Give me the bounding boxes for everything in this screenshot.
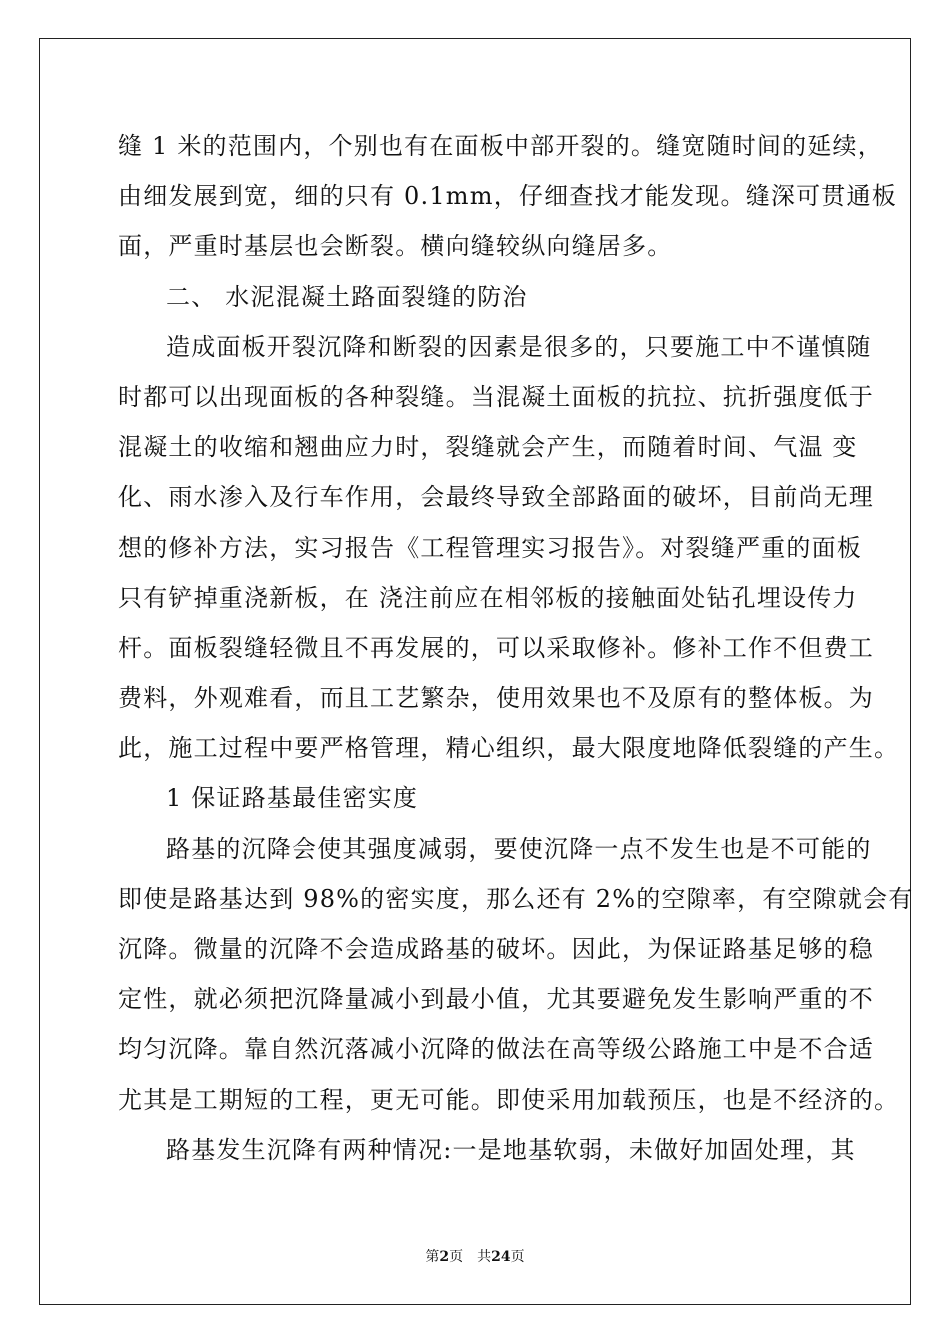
footer-suffix: 页 (510, 1249, 525, 1265)
subsection-heading: 1 保证路基最佳密实度 (166, 784, 419, 813)
paragraph-line: 想的修补方法，实习报告《工程管理实习报告》。对裂缝严重的面板 (118, 533, 862, 562)
total-page-count: 24 (491, 1249, 511, 1265)
paragraph-line: 时都可以出现面板的各种裂缝。当混凝土面板的抗拉、抗折强度低于 (118, 382, 874, 411)
paragraph-line: 费料，外观难看，而且工艺繁杂，使用效果也不及原有的整体板。为 (118, 684, 874, 713)
paragraph-line: 缝 1 米的范围内，个别也有在面板中部开裂的。缝宽随时间的延续， (118, 132, 883, 160)
paragraph-line: 面，严重时基层也会断裂。横向缝较纵向缝居多。 (118, 232, 673, 261)
paragraph-line: 杆。面板裂缝轻微且不再发展的，可以采取修补。修补工作不但费工 (118, 633, 874, 662)
paragraph-line: 造成面板开裂沉降和断裂的因素是很多的，只要施工中不谨慎随 (166, 332, 872, 361)
paragraph-line: 均匀沉降。靠自然沉落减小沉降的做法在高等级公路施工中是不合适 (118, 1035, 874, 1064)
paragraph-line: 路基发生沉降有两种情况:一是地基软弱，未做好加固处理，其 (166, 1135, 856, 1164)
paragraph-line: 由细发展到宽，细的只有 0.1mm，仔细查找才能发现。缝深可贯通板 (118, 182, 897, 211)
paragraph-line: 沉降。微量的沉降不会造成路基的破坏。因此，为保证路基足够的稳 (118, 935, 874, 963)
paragraph-line: 定性，就必须把沉降量减小到最小值，尤其要避免发生影响严重的不 (118, 985, 874, 1014)
paragraph-line: 即使是路基达到 98%的密实度，那么还有 2%的空隙率，有空隙就会有 (118, 884, 914, 913)
page-footer (0, 1246, 950, 1266)
paragraph-line: 混凝土的收缩和翘曲应力时，裂缝就会产生，而随着时间、气温 变 (118, 433, 858, 462)
paragraph-line: 尤其是工期短的工程，更无可能。即使采用加载预压，也是不经济的。 (118, 1085, 900, 1114)
current-page-number: 2 (439, 1249, 450, 1265)
paragraph-line: 此，施工过程中要严格管理，精心组织，最大限度地降低裂缝的产生。 (118, 734, 900, 763)
section-heading: 二、 水泥混凝土路面裂缝的防治 (166, 282, 528, 311)
paragraph-line: 化、雨水渗入及行车作用，会最终导致全部路面的破坏，目前尚无理 (118, 483, 874, 512)
paragraph-line: 只有铲掉重浇新板，在 浇注前应在相邻板的接触面处钻孔埋设传力 (118, 583, 858, 612)
footer-mid: 页 共 (449, 1249, 492, 1265)
footer-prefix: 第 (425, 1249, 440, 1265)
document-body (118, 128, 914, 1182)
paragraph-line: 路基的沉降会使其强度减弱，要使沉降一点不发生也是不可能的 (166, 834, 872, 863)
